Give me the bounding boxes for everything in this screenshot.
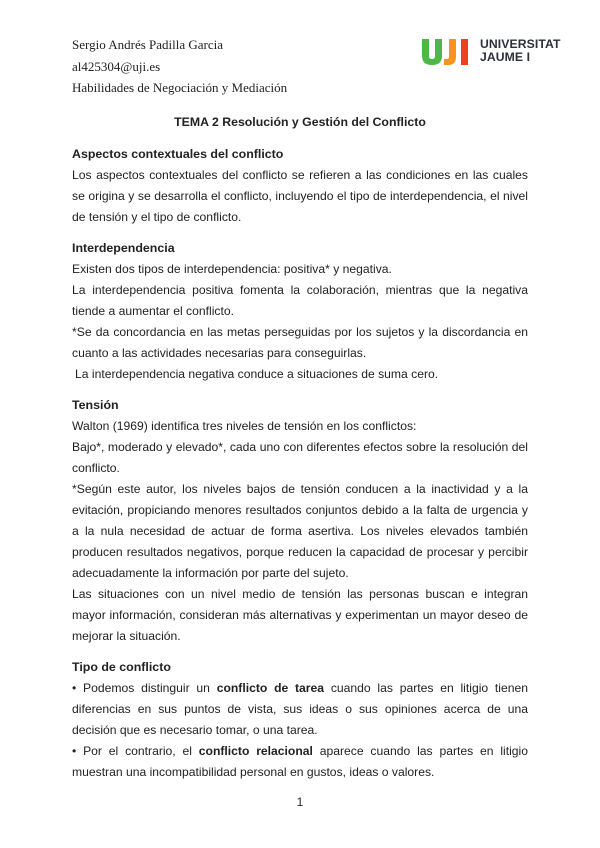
bullet-conflicto-tarea: • Podemos distinguir un conflicto de tarea cuando las partes en litigio tienen diferencias en sus puntos de vista, sus ideas o sus opiniones acerca de una decisión que es necesario tomar, o una tarea.	[72, 681, 529, 737]
university-logo	[422, 36, 564, 66]
paragraph: Los aspectos contextuales del conflicto se refieren a las condiciones en las cuales se origina y se desarrolla el conflicto, incluyendo el tipo de interdependencia, el nivel de tensión y el tipo de conflicto.	[72, 168, 528, 224]
document-header	[72, 34, 287, 99]
paragraph: Existen dos tipos de interdependencia: positiva* y negativa.	[72, 262, 392, 276]
paragraph: *Se da concordancia en las metas perseguidas por los sujetos y la discordancia en cuanto a las actividades necesarias para conseguirlas.	[72, 325, 528, 360]
university-name-line1: UNIVERSITAT	[480, 37, 561, 51]
bullet-conflicto-relacional: • Por el contrario, el conflicto relacional aparece cuando las partes en litigio muestran una incompatibilidad personal en gustos, ideas o valores.	[72, 744, 529, 779]
author-name: Sergio Andrés Padilla Garcia	[72, 37, 224, 52]
heading-aspectos: Aspectos contextuales del conflicto	[72, 147, 284, 161]
heading-tension: Tensión	[72, 398, 119, 412]
paragraph: Walton (1969) identifica tres niveles de tensión en los conflictos:	[72, 419, 417, 433]
term-conflicto-tarea: conflicto de tarea	[216, 681, 325, 695]
heading-tipo-conflicto: Tipo de conflicto	[72, 660, 171, 674]
uji-logo-mark	[422, 36, 478, 66]
paragraph: Bajo*, moderado y elevado*, cada uno con diferentes efectos sobre la resolución del conflicto.	[72, 440, 528, 475]
page-number: 1	[296, 795, 304, 809]
paragraph: Las situaciones con un nivel medio de tensión las personas buscan e integran mayor información, consideran más alternativas y experimentan un mayor deseo de mejorar la situación.	[72, 587, 528, 643]
paragraph: *Según este autor, los niveles bajos de tensión conducen a la inactividad y a la evitación, propiciando menores resultados conjuntos debido a la falta de urgencia y a la nula necesidad de actuar de forma asertiva. Los niveles elevados también producen resultados negativos, porque reducen la capacidad de procesar y percibir adecuadamente la información por parte del sujeto.	[72, 482, 528, 580]
term-conflicto-relacional: conflicto relacional	[198, 744, 313, 758]
paragraph: La interdependencia negativa conduce a situaciones de suma cero.	[75, 367, 439, 381]
university-name	[480, 38, 561, 63]
course-name: Habilidades de Negociación y Mediación	[72, 80, 288, 95]
document-body	[72, 112, 528, 783]
university-name-line2: JAUME I	[480, 49, 531, 64]
author-email: al425304@uji.es	[72, 58, 161, 74]
paragraph: La interdependencia positiva fomenta la colaboración, mientras que la negativa tiende a aumentar el conflicto.	[72, 283, 528, 318]
heading-interdependencia: Interdependencia	[72, 241, 175, 255]
document-title: TEMA 2 Resolución y Gestión del Conflicto	[174, 115, 426, 129]
